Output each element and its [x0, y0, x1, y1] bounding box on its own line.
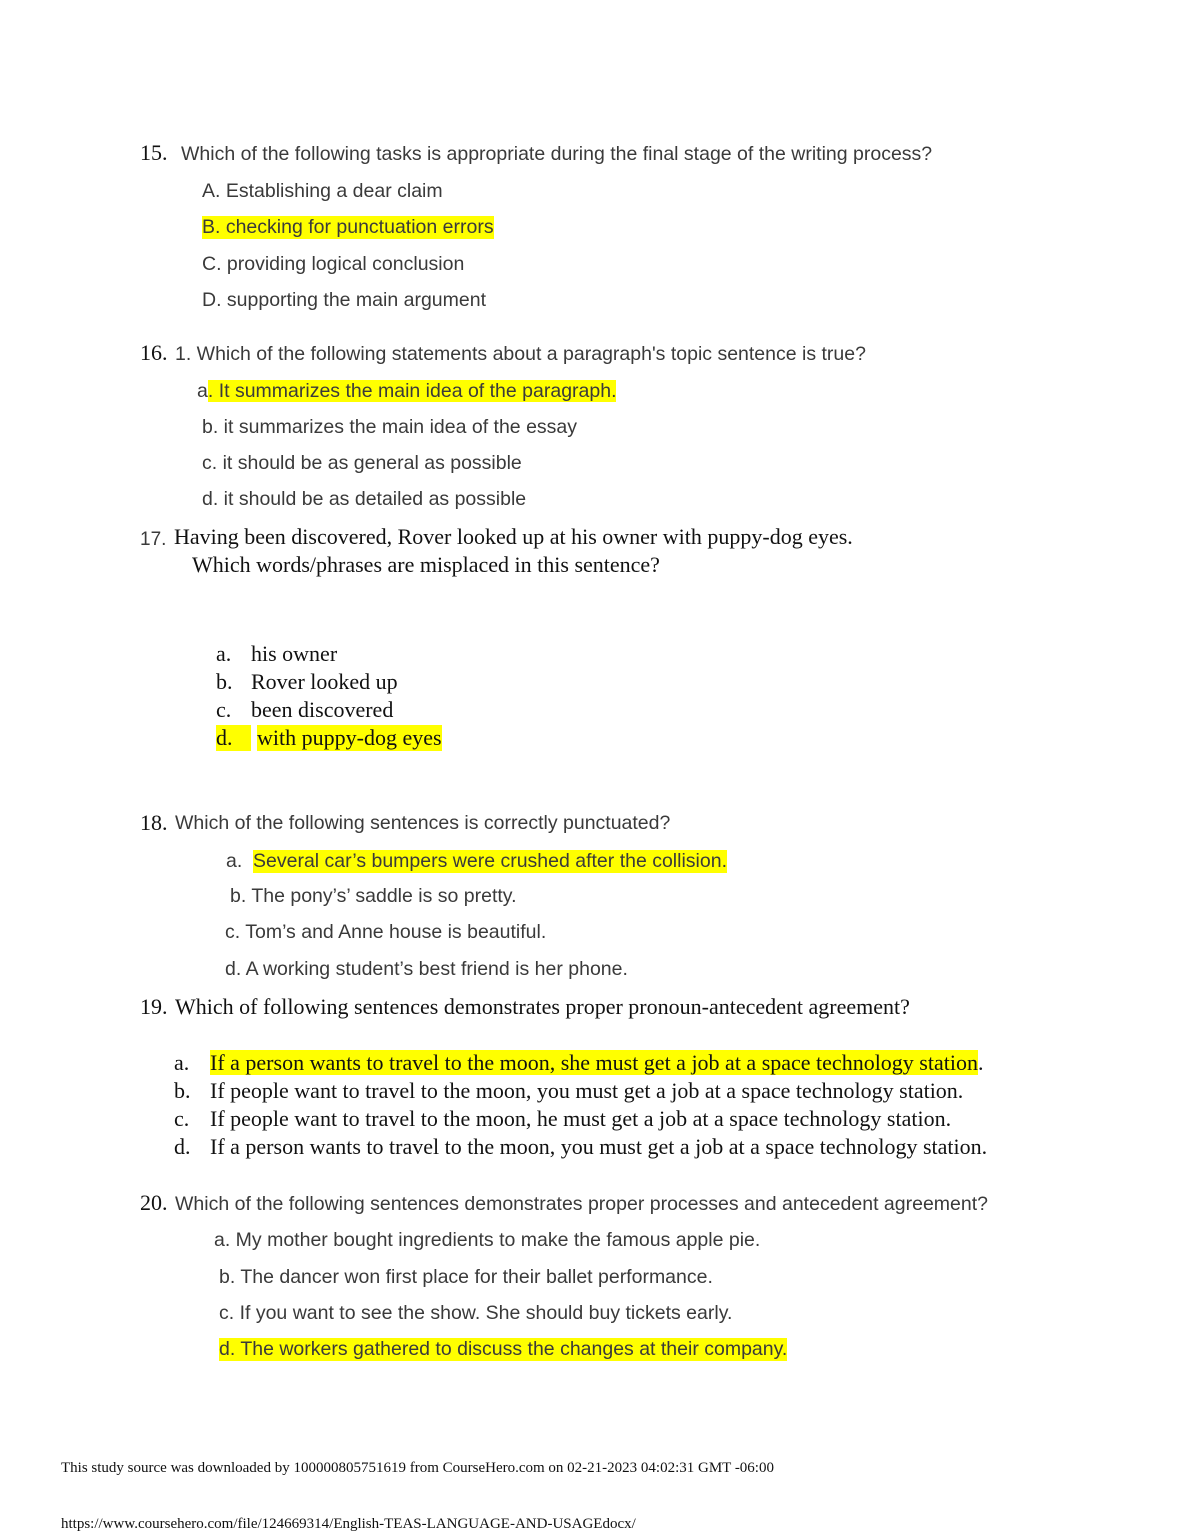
q20-option-d-answer: d. The workers gathered to discuss the changes at their company.: [219, 1338, 788, 1360]
footer-url-link[interactable]: https://www.coursehero.com/file/124669314/English-TEAS-LANGUAGE-AND-USAGEdocx/: [61, 1516, 636, 1532]
q15-option-d: D. supporting the main argument: [202, 289, 486, 311]
q19-option-b-letter: b.: [174, 1078, 191, 1103]
q16-option-a-letter: a: [197, 380, 208, 402]
q17-option-b-letter: b.: [216, 669, 233, 694]
q16-option-d: d. it should be as detailed as possible: [202, 488, 527, 510]
q20-option-c: c. If you want to see the show. She should buy tickets early.: [219, 1302, 733, 1324]
q19-option-c: If people want to travel to the moon, he must get a job at a space technology station.: [210, 1106, 952, 1131]
q19-option-a-letter: a.: [174, 1050, 190, 1075]
q17-option-c-text: been discovered: [251, 697, 394, 722]
question-17-text-line1: Having been discovered, Rover looked up at his owner with puppy-dog eyes.: [174, 524, 853, 549]
question-18-text: Which of the following sentences is correctly punctuated?: [175, 812, 671, 834]
q17-option-b-text: Rover looked up: [251, 669, 398, 694]
q17-option-a-text: his owner: [251, 641, 338, 666]
q18-option-a-answer: Several car’s bumpers were crushed after the collision.: [253, 850, 727, 872]
question-19-number: 19.: [140, 994, 168, 1019]
q17-option-a-letter: a.: [216, 641, 232, 666]
q16-option-c: c. it should be as general as possible: [202, 452, 522, 474]
q19-option-d-letter: d.: [174, 1134, 191, 1159]
q15-option-b-answer: B. checking for punctuation errors: [202, 216, 494, 238]
q19-option-a: [210, 1050, 983, 1076]
q16-option-b: b. it summarizes the main idea of the essay: [202, 416, 578, 438]
q17-option-c-letter: c.: [216, 697, 232, 722]
q19-option-d: If a person wants to travel to the moon, you must get a job at a space technology station.: [210, 1134, 988, 1159]
question-20-text: Which of the following sentences demonstrates proper processes and antecedent agreement?: [175, 1193, 988, 1215]
q18-option-c: c. Tom’s and Anne house is beautiful.: [225, 921, 547, 943]
q19-option-b: If people want to travel to the moon, you must get a job at a space technology station.: [210, 1078, 964, 1103]
question-16-number: 16.: [140, 340, 168, 365]
q19-option-c-letter: c.: [174, 1106, 190, 1131]
question-17-text-line2: Which words/phrases are misplaced in this sentence?: [192, 552, 660, 577]
q16-option-a: [197, 380, 616, 403]
q15-option-a: A. Establishing a dear claim: [202, 180, 443, 202]
question-20-number: 20.: [140, 1190, 168, 1215]
q20-option-b: b. The dancer won first place for their ballet performance.: [219, 1266, 713, 1288]
q15-option-c: C. providing logical conclusion: [202, 253, 465, 275]
question-19-text: Which of following sentences demonstrates proper pronoun-antecedent agreement?: [175, 994, 910, 1019]
question-17-number: 17.: [140, 529, 167, 550]
q19-option-a-answer: If a person wants to travel to the moon, she must get a job at a space technology station: [210, 1050, 978, 1075]
q20-option-a: a. My mother bought ingredients to make the famous apple pie.: [214, 1229, 761, 1251]
q19-option-a-period: .: [977, 1050, 984, 1075]
q18-option-d: d. A working student’s best friend is her phone.: [225, 958, 628, 980]
q18-option-a-letter: a.: [226, 850, 243, 872]
footer-source-line: This study source was downloaded by 100000805751619 from CourseHero.com on 02-21-2023 04:02:31 GMT -06:00: [61, 1460, 774, 1476]
question-18-number: 18.: [140, 810, 168, 835]
question-15-number: 15.: [140, 140, 168, 165]
q17-option-d-text-answer: with puppy-dog eyes: [257, 725, 442, 750]
q16-option-a-answer: . It summarizes the main idea of the paragraph.: [207, 380, 617, 402]
q18-option-b: b. The pony’s’ saddle is so pretty.: [230, 885, 517, 907]
question-15-text: Which of the following tasks is appropriate during the final stage of the writing process?: [181, 143, 933, 165]
q17-option-d-letter-answer: d.: [216, 725, 251, 751]
question-16-text: 1. Which of the following statements about a paragraph's topic sentence is true?: [175, 343, 866, 365]
